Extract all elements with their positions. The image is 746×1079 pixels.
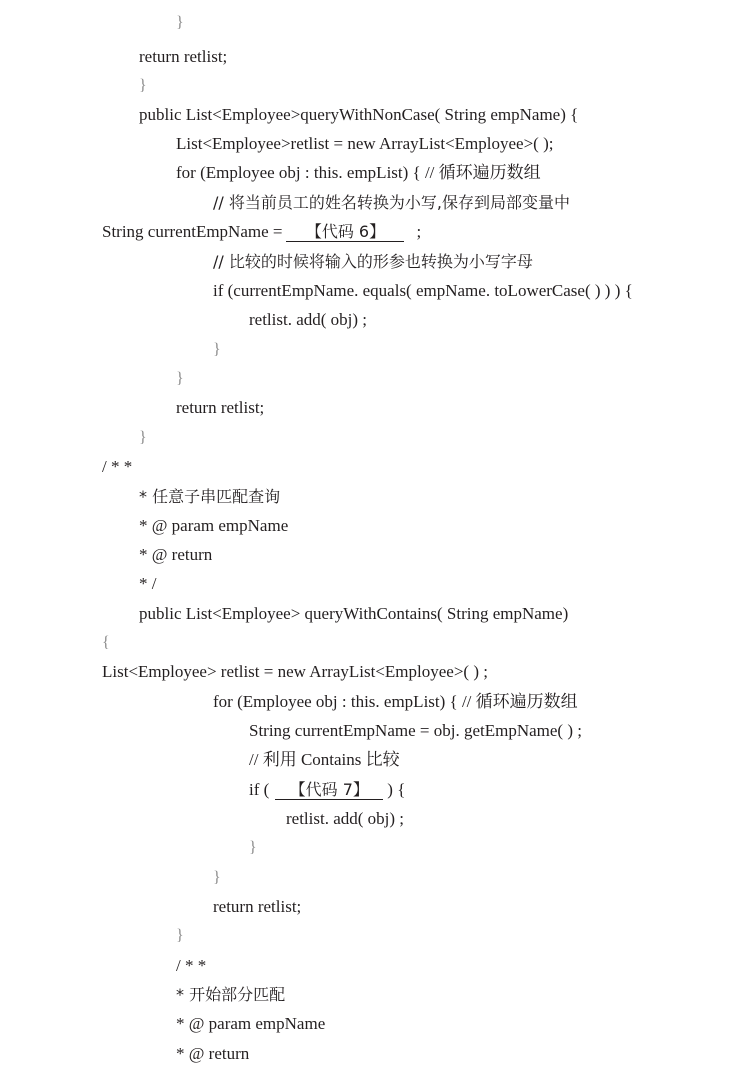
- doc-comment-param: * @ param empName: [139, 516, 289, 535]
- comment-line: // 利用 Contains 比较: [249, 750, 400, 769]
- closing-brace: }: [249, 839, 257, 856]
- doc-comment-return: * @ return: [176, 1044, 250, 1063]
- closing-brace: }: [213, 341, 221, 358]
- doc-comment-param: * @ param empName: [176, 1014, 326, 1033]
- add-statement: retlist. add( obj) ;: [286, 809, 405, 828]
- return-statement: return retlist;: [139, 47, 228, 66]
- code-blank-6: 【代码 6】: [286, 223, 404, 242]
- assignment-line: [102, 222, 421, 242]
- return-statement: return retlist;: [176, 398, 265, 417]
- semicolon: ;: [416, 222, 422, 241]
- closing-brace: }: [139, 77, 147, 94]
- code-blank-7: 【代码 7】: [275, 781, 383, 800]
- closing-brace: }: [176, 927, 184, 944]
- retlist-declaration: List<Employee>retlist = new ArrayList<Employee>( );: [176, 134, 554, 153]
- for-loop: for (Employee obj : this. empList) { // 循环遍历数组: [176, 163, 541, 182]
- if-contains-line: [249, 780, 405, 800]
- doc-comment-start: / * *: [102, 457, 133, 476]
- retlist-declaration: List<Employee> retlist = new ArrayList<Employee>( ) ;: [102, 662, 488, 681]
- comment-line: // 比较的时候将输入的形参也转换为小写字母: [213, 252, 533, 271]
- closing-brace: }: [176, 370, 184, 387]
- doc-comment-desc: * 任意子串匹配查询: [139, 487, 281, 506]
- comment-line: // 将当前员工的姓名转换为小写,保存到局部变量中: [213, 193, 570, 212]
- method-signature-contains: public List<Employee> queryWithContains( String empName): [139, 604, 569, 623]
- if-open: if (: [249, 780, 270, 799]
- if-close: ) {: [387, 780, 406, 799]
- add-statement: retlist. add( obj) ;: [249, 310, 368, 329]
- doc-comment-end: * /: [139, 574, 157, 593]
- assignment-text: String currentEmpName =: [102, 222, 283, 241]
- if-statement: if (currentEmpName. equals( empName. toLowerCase( ) ) ) {: [213, 281, 633, 300]
- method-signature-noncase: public List<Employee>queryWithNonCase( String empName) {: [139, 105, 579, 124]
- current-name-declaration: String currentEmpName = obj. getEmpName( ) ;: [249, 721, 582, 740]
- doc-comment-return: * @ return: [139, 545, 213, 564]
- closing-brace: }: [213, 869, 221, 886]
- closing-brace: }: [139, 429, 147, 446]
- doc-comment-start: / * *: [176, 956, 207, 975]
- for-loop: for (Employee obj : this. empList) { // 循环遍历数组: [213, 692, 578, 711]
- doc-comment-desc: * 开始部分匹配: [176, 985, 286, 1004]
- opening-brace: {: [102, 634, 110, 651]
- return-statement: return retlist;: [213, 897, 302, 916]
- closing-brace: }: [176, 14, 184, 31]
